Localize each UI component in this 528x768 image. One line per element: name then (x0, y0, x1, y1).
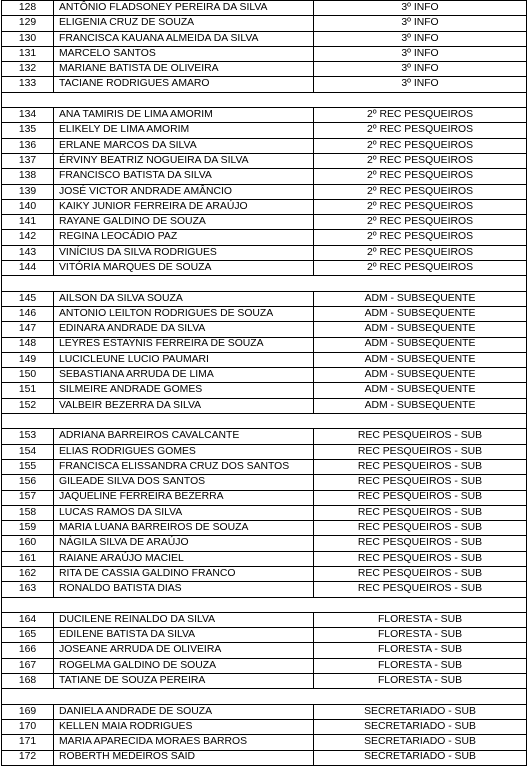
row-number: 167 (2, 658, 54, 673)
student-name: FRANCISCA KAUANA ALMEIDA DA SILVA (54, 31, 314, 46)
row-number: 140 (2, 199, 54, 214)
student-name: FRANCISCA ELISSANDRA CRUZ DOS SANTOS (54, 459, 314, 474)
student-name: LEYRES ESTAYNIS FERREIRA DE SOUZA (54, 337, 314, 352)
row-number: 129 (2, 16, 54, 31)
table-row (2, 490, 527, 505)
table-row (2, 505, 527, 520)
student-name: GILEADE SILVA DOS SANTOS (54, 475, 314, 490)
course-name: SECRETARIADO - SUB (314, 750, 527, 765)
table-row (2, 582, 527, 597)
row-number: 153 (2, 429, 54, 444)
table-row (2, 31, 527, 46)
course-name: 3º INFO (314, 31, 527, 46)
course-name: 2º REC PESQUEIROS (314, 138, 527, 153)
row-number: 134 (2, 108, 54, 123)
course-name: 2º REC PESQUEIROS (314, 153, 527, 168)
separator-cell (2, 92, 527, 107)
row-number: 151 (2, 383, 54, 398)
row-number: 145 (2, 291, 54, 306)
table-row (2, 1, 527, 16)
row-number: 160 (2, 536, 54, 551)
course-name: FLORESTA - SUB (314, 643, 527, 658)
table-row (2, 199, 527, 214)
course-name: 2º REC PESQUEIROS (314, 184, 527, 199)
student-name: JOSEANE ARRUDA DE OLIVEIRA (54, 643, 314, 658)
separator-cell (2, 597, 527, 612)
row-number: 171 (2, 735, 54, 750)
table-row (2, 215, 527, 230)
course-name: REC PESQUEIROS - SUB (314, 459, 527, 474)
course-name: 2º REC PESQUEIROS (314, 261, 527, 276)
student-name: VALBEIR BEZERRA DA SILVA (54, 398, 314, 413)
student-name: ELIGENIA CRUZ DE SOUZA (54, 16, 314, 31)
course-name: REC PESQUEIROS - SUB (314, 566, 527, 581)
student-name: EDILENE BATISTA DA SILVA (54, 628, 314, 643)
row-number: 159 (2, 521, 54, 536)
student-name: ERLANE MARCOS DA SILVA (54, 138, 314, 153)
table-row (2, 719, 527, 734)
student-name: FRANCISCO BATISTA DA SILVA (54, 169, 314, 184)
table-row (2, 750, 527, 765)
row-number: 146 (2, 306, 54, 321)
course-name: ADM - SUBSEQUENTE (314, 368, 527, 383)
course-name: FLORESTA - SUB (314, 674, 527, 689)
table-row (2, 108, 527, 123)
row-number: 155 (2, 459, 54, 474)
table-row (2, 612, 527, 627)
table-row (2, 735, 527, 750)
row-number: 166 (2, 643, 54, 658)
row-number: 163 (2, 582, 54, 597)
separator-cell (2, 276, 527, 291)
course-name: SECRETARIADO - SUB (314, 704, 527, 719)
table-row (2, 184, 527, 199)
student-name: JAQUELINE FERREIRA BEZERRA (54, 490, 314, 505)
course-name: REC PESQUEIROS - SUB (314, 536, 527, 551)
row-number: 136 (2, 138, 54, 153)
student-name: RONALDO BATISTA DIAS (54, 582, 314, 597)
table-row (2, 536, 527, 551)
row-number: 154 (2, 444, 54, 459)
course-name: ADM - SUBSEQUENTE (314, 352, 527, 367)
course-name: 2º REC PESQUEIROS (314, 199, 527, 214)
row-number: 170 (2, 719, 54, 734)
course-name: 3º INFO (314, 1, 527, 16)
enrollment-table (1, 0, 527, 766)
row-number: 128 (2, 1, 54, 16)
student-name: SEBASTIANA ARRUDA DE LIMA (54, 368, 314, 383)
table-row (2, 475, 527, 490)
course-name: 2º REC PESQUEIROS (314, 169, 527, 184)
course-name: FLORESTA - SUB (314, 658, 527, 673)
table-row (2, 444, 527, 459)
course-name: SECRETARIADO - SUB (314, 719, 527, 734)
student-name: RAYANE GALDINO DE SOUZA (54, 215, 314, 230)
table-row (2, 459, 527, 474)
row-number: 149 (2, 352, 54, 367)
row-number: 138 (2, 169, 54, 184)
group-separator-row (2, 689, 527, 704)
table-row (2, 551, 527, 566)
table-row (2, 566, 527, 581)
separator-cell (2, 414, 527, 429)
row-number: 161 (2, 551, 54, 566)
group-separator-row (2, 92, 527, 107)
course-name: 2º REC PESQUEIROS (314, 108, 527, 123)
student-name: NÁGILA SILVA DE ARAÚJO (54, 536, 314, 551)
table-row (2, 429, 527, 444)
group-separator-row (2, 597, 527, 612)
table-row (2, 16, 527, 31)
student-name: ELIAS RODRIGUES GOMES (54, 444, 314, 459)
student-name: ROGELMA GALDINO DE SOUZA (54, 658, 314, 673)
row-number: 150 (2, 368, 54, 383)
student-name: VINÍCIUS DA SILVA RODRIGUES (54, 245, 314, 260)
table-row (2, 383, 527, 398)
table-row (2, 521, 527, 536)
table-body (2, 1, 527, 766)
table-row (2, 46, 527, 61)
student-name: MARIA LUANA BARREIROS DE SOUZA (54, 521, 314, 536)
row-number: 156 (2, 475, 54, 490)
course-name: REC PESQUEIROS - SUB (314, 551, 527, 566)
row-number: 133 (2, 77, 54, 92)
row-number: 141 (2, 215, 54, 230)
student-name: ELIKELY DE LIMA AMORIM (54, 123, 314, 138)
row-number: 165 (2, 628, 54, 643)
student-name: ANTÔNIO FLADSONEY PEREIRA DA SILVA (54, 1, 314, 16)
course-name: ADM - SUBSEQUENTE (314, 306, 527, 321)
table-row (2, 306, 527, 321)
table-row (2, 398, 527, 413)
student-name: TATIANE DE SOUZA PEREIRA (54, 674, 314, 689)
course-name: REC PESQUEIROS - SUB (314, 490, 527, 505)
table-row (2, 291, 527, 306)
student-name: JOSÉ VICTOR ANDRADE AMÂNCIO (54, 184, 314, 199)
row-number: 131 (2, 46, 54, 61)
student-name: AILSON DA SILVA SOUZA (54, 291, 314, 306)
course-name: 2º REC PESQUEIROS (314, 215, 527, 230)
table-row (2, 77, 527, 92)
table-row (2, 123, 527, 138)
student-name: RITA DE CASSIA GALDINO FRANCO (54, 566, 314, 581)
course-name: 2º REC PESQUEIROS (314, 245, 527, 260)
table-row (2, 674, 527, 689)
row-number: 142 (2, 230, 54, 245)
course-name: REC PESQUEIROS - SUB (314, 429, 527, 444)
student-name: LUCICLEUNE LUCIO PAUMARI (54, 352, 314, 367)
course-name: REC PESQUEIROS - SUB (314, 444, 527, 459)
course-name: 2º REC PESQUEIROS (314, 230, 527, 245)
student-name: ANTONIO LEILTON RODRIGUES DE SOUZA (54, 306, 314, 321)
course-name: ADM - SUBSEQUENTE (314, 291, 527, 306)
student-name: ANA TAMIRIS DE LIMA AMORIM (54, 108, 314, 123)
table-row (2, 643, 527, 658)
student-name: SILMEIRE ANDRADE GOMES (54, 383, 314, 398)
group-separator-row (2, 414, 527, 429)
table-row (2, 261, 527, 276)
course-name: SECRETARIADO - SUB (314, 735, 527, 750)
course-name: 2º REC PESQUEIROS (314, 123, 527, 138)
course-name: ADM - SUBSEQUENTE (314, 383, 527, 398)
table-row (2, 658, 527, 673)
table-row (2, 138, 527, 153)
table-row (2, 368, 527, 383)
table-row (2, 352, 527, 367)
table-row (2, 628, 527, 643)
table-row (2, 322, 527, 337)
student-name: EDINARA ANDRADE DA SILVA (54, 322, 314, 337)
row-number: 168 (2, 674, 54, 689)
row-number: 137 (2, 153, 54, 168)
group-separator-row (2, 276, 527, 291)
row-number: 144 (2, 261, 54, 276)
student-name: TACIANE RODRIGUES AMARO (54, 77, 314, 92)
table-row (2, 245, 527, 260)
row-number: 162 (2, 566, 54, 581)
student-name: ADRIANA BARREIROS CAVALCANTE (54, 429, 314, 444)
course-name: 3º INFO (314, 77, 527, 92)
course-name: REC PESQUEIROS - SUB (314, 505, 527, 520)
table-row (2, 337, 527, 352)
course-name: 3º INFO (314, 16, 527, 31)
student-name: VITÓRIA MARQUES DE SOUZA (54, 261, 314, 276)
row-number: 148 (2, 337, 54, 352)
student-name: LUCAS RAMOS DA SILVA (54, 505, 314, 520)
course-name: REC PESQUEIROS - SUB (314, 521, 527, 536)
student-name: REGINA LEOCÁDIO PAZ (54, 230, 314, 245)
course-name: ADM - SUBSEQUENTE (314, 398, 527, 413)
student-name: MARIANE BATISTA DE OLIVEIRA (54, 62, 314, 77)
course-name: REC PESQUEIROS - SUB (314, 582, 527, 597)
course-name: ADM - SUBSEQUENTE (314, 337, 527, 352)
student-name: DUCILENE REINALDO DA SILVA (54, 612, 314, 627)
row-number: 158 (2, 505, 54, 520)
row-number: 130 (2, 31, 54, 46)
course-name: FLORESTA - SUB (314, 628, 527, 643)
row-number: 135 (2, 123, 54, 138)
table-row (2, 704, 527, 719)
student-name: ÉRVINY BEATRIZ NOGUEIRA DA SILVA (54, 153, 314, 168)
student-name: ROBERTH MEDEIROS SAID (54, 750, 314, 765)
row-number: 152 (2, 398, 54, 413)
student-name: KAIKY JUNIOR FERREIRA DE ARAÚJO (54, 199, 314, 214)
table-row (2, 62, 527, 77)
row-number: 172 (2, 750, 54, 765)
table-row (2, 153, 527, 168)
row-number: 132 (2, 62, 54, 77)
course-name: FLORESTA - SUB (314, 612, 527, 627)
row-number: 147 (2, 322, 54, 337)
row-number: 139 (2, 184, 54, 199)
row-number: 143 (2, 245, 54, 260)
course-name: REC PESQUEIROS - SUB (314, 475, 527, 490)
course-name: 3º INFO (314, 62, 527, 77)
table-row (2, 230, 527, 245)
student-name: DANIELA ANDRADE DE SOUZA (54, 704, 314, 719)
course-name: 3º INFO (314, 46, 527, 61)
row-number: 164 (2, 612, 54, 627)
separator-cell (2, 689, 527, 704)
table-row (2, 169, 527, 184)
course-name: ADM - SUBSEQUENTE (314, 322, 527, 337)
row-number: 157 (2, 490, 54, 505)
student-name: KELLEN MAIA RODRIGUES (54, 719, 314, 734)
student-name: MARIA APARECIDA MORAES BARROS (54, 735, 314, 750)
student-name: RAIANE ARAÚJO MACIEL (54, 551, 314, 566)
student-name: MARCELO SANTOS (54, 46, 314, 61)
row-number: 169 (2, 704, 54, 719)
